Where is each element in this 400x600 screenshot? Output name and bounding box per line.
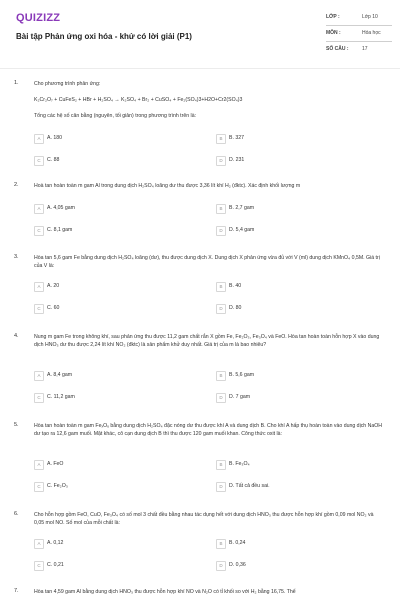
option-letter-box: B [216, 539, 226, 549]
option-letter-box: D [216, 482, 226, 492]
question-text: Hòa tan 5,6 gam Fe bằng dung dịch H₂SO₄ loãng (dư), thu được dung dịch X. Dung dịch X phản ứng vừa đủ với V (ml) dung dịch KMnO₄ 0,5M. Giá trị của V là: [34, 255, 380, 269]
option-a[interactable] [34, 460, 194, 470]
option-c[interactable] [34, 226, 194, 236]
option-a[interactable] [34, 371, 194, 381]
option-c[interactable] [34, 156, 194, 166]
option-d[interactable] [216, 226, 376, 236]
worksheet-title: Bài tập Phản ứng oxi hóa - khử có lời giải (P1) [16, 32, 192, 41]
option-b[interactable] [216, 371, 376, 381]
option-d[interactable] [216, 156, 376, 166]
meta-grade-value: Lớp 10 [362, 14, 378, 20]
question-text: Cho phương trình phản ứng: [34, 81, 101, 87]
option-label: A. 20 [47, 283, 60, 289]
option-b[interactable] [216, 204, 376, 214]
option-c[interactable] [34, 304, 194, 314]
question-text: Nung m gam Fe trong không khí, sau phản ứng thu được 11,2 gam chất rắn X gồm Fe, Fe₂O₃, Fe₃O₄ và FeO. Hòa tan hoàn toàn hỗn hợp X vào dung dịch HNO₃ dư thu được 2,24 lít khí NO₂ (đktc) là sản phẩm khử duy nhất. Giá trị của m là bao nhiêu? [34, 334, 380, 348]
option-letter-box: D [216, 393, 226, 403]
option-label: D. 0,36 [229, 562, 246, 568]
option-letter-box: A [34, 539, 44, 549]
option-label: C. 8,1 gam [47, 227, 73, 233]
question-text: Hoà tan hoàn toàn m gam Al trong dung dịch H₂SO₄ loãng dư thu được 3,36 lít khí H₂ (đktc). Xác định khối lượng m [34, 183, 301, 189]
option-label: D. 80 [229, 305, 242, 311]
option-label: A. 180 [47, 135, 62, 141]
option-label: C. 88 [47, 157, 60, 163]
option-label: D. 231 [229, 157, 245, 163]
option-label: D. Tất cả đều sai. [229, 483, 270, 489]
option-letter-box: A [34, 371, 44, 381]
meta-count-value: 17 [362, 46, 368, 52]
option-letter-box: B [216, 460, 226, 470]
option-letter-box: A [34, 282, 44, 292]
option-a[interactable] [34, 539, 194, 549]
option-label: A. 8,4 gam [47, 372, 73, 378]
question-number: 2. [14, 182, 19, 188]
quizizz-logo: QUIZIZZ [16, 12, 61, 24]
option-letter-box: B [216, 134, 226, 144]
option-label: B. 5,6 gam [229, 372, 255, 378]
option-letter-box: C [34, 226, 44, 236]
option-label: B. Fe₃O₄ [229, 461, 250, 467]
option-label: B. 327 [229, 135, 244, 141]
option-d[interactable] [216, 304, 376, 314]
question-number: 3. [14, 254, 19, 260]
option-letter-box: B [216, 282, 226, 292]
option-letter-box: D [216, 561, 226, 571]
option-letter-box: C [34, 393, 44, 403]
question-number: 4. [14, 333, 19, 339]
option-label: B. 40 [229, 283, 242, 289]
option-b[interactable] [216, 539, 376, 549]
option-d[interactable] [216, 393, 376, 403]
question-number: 6. [14, 511, 19, 517]
reaction-formula: K₂Cr₂O₇ + CuFeS₂ + HBr + H₂SO₄ → K₂SO₄ + Br₂ + CuSO₄ + Fe₂(SO₄)3+H2O+Cr2(SO₄)3 [34, 97, 243, 103]
option-letter-box: A [34, 460, 44, 470]
header-divider [0, 68, 400, 69]
option-label: A. 4,05 gam [47, 205, 75, 211]
question-number: 5. [14, 422, 19, 428]
option-label: B. 0,24 [229, 540, 246, 546]
option-b[interactable] [216, 134, 376, 144]
option-c[interactable] [34, 561, 194, 571]
option-label: D. 5,4 gam [229, 227, 255, 233]
option-label: A. FeO [47, 461, 64, 467]
meta-divider [326, 25, 392, 26]
option-label: C. Fe₂O₃ [47, 483, 68, 489]
option-b[interactable] [216, 282, 376, 292]
option-label: B. 2,7 gam [229, 205, 255, 211]
option-label: D. 7 gam [229, 394, 251, 400]
option-label: A. 0,12 [47, 540, 64, 546]
option-label: C. 60 [47, 305, 60, 311]
option-d[interactable] [216, 482, 376, 492]
option-c[interactable] [34, 482, 194, 492]
question-text: Hòa tan 4,59 gam Al bằng dung dịch HNO₃ thu được hỗn hợp khí NO và N₂O có tỉ khối so với H₂ bằng 16,75. Thể [34, 589, 296, 595]
option-c[interactable] [34, 393, 194, 403]
option-letter-box: C [34, 156, 44, 166]
meta-divider [326, 41, 392, 42]
question-text: Cho hỗn hợp gồm FeO, CuO, Fe₃O₄ có số mol 3 chất đều bằng nhau tác dụng hết với dung dịch HNO₃ thu được hỗn hợp khí gồm 0,09 mol NO₂ và 0,05 mol NO. Số mol của mỗi chất là: [34, 512, 374, 526]
question-number: 7. [14, 588, 19, 594]
meta-grade-key: LỚP : [326, 14, 340, 20]
option-a[interactable] [34, 134, 194, 144]
option-letter-box: D [216, 304, 226, 314]
option-letter-box: C [34, 304, 44, 314]
question-number: 1. [14, 80, 19, 86]
option-letter-box: A [34, 134, 44, 144]
worksheet-header [0, 0, 400, 62]
option-b[interactable] [216, 460, 376, 470]
question-subtext: Tổng các hệ số cân bằng (nguyên, tối giản) trong phương trình trên là: [34, 113, 197, 119]
option-letter-box: D [216, 226, 226, 236]
option-d[interactable] [216, 561, 376, 571]
option-a[interactable] [34, 204, 194, 214]
meta-count-key: SỐ CÂU : [326, 46, 349, 52]
option-a[interactable] [34, 282, 194, 292]
option-label: C. 11,2 gam [47, 394, 75, 400]
option-letter-box: A [34, 204, 44, 214]
option-letter-box: C [34, 482, 44, 492]
option-letter-box: B [216, 371, 226, 381]
option-letter-box: B [216, 204, 226, 214]
option-letter-box: D [216, 156, 226, 166]
option-label: C. 0,21 [47, 562, 64, 568]
meta-subject-key: MÔN : [326, 30, 341, 36]
meta-subject-value: Hóa học [362, 30, 381, 36]
option-letter-box: C [34, 561, 44, 571]
question-text: Hòa tan hoàn toàn m gam FeₓOᵧ bằng dung dịch H₂SO₄ đặc nóng dư thu được khí A và dung dịch B. Cho khí A hấp thụ hoàn toàn vào dung dịch NaOH dư tạo ra 12,6 gam muối. Mặt khác, cô cạn dung dịch B thì thu được 120 gam muối khan. Công thức oxit là: [34, 423, 383, 437]
